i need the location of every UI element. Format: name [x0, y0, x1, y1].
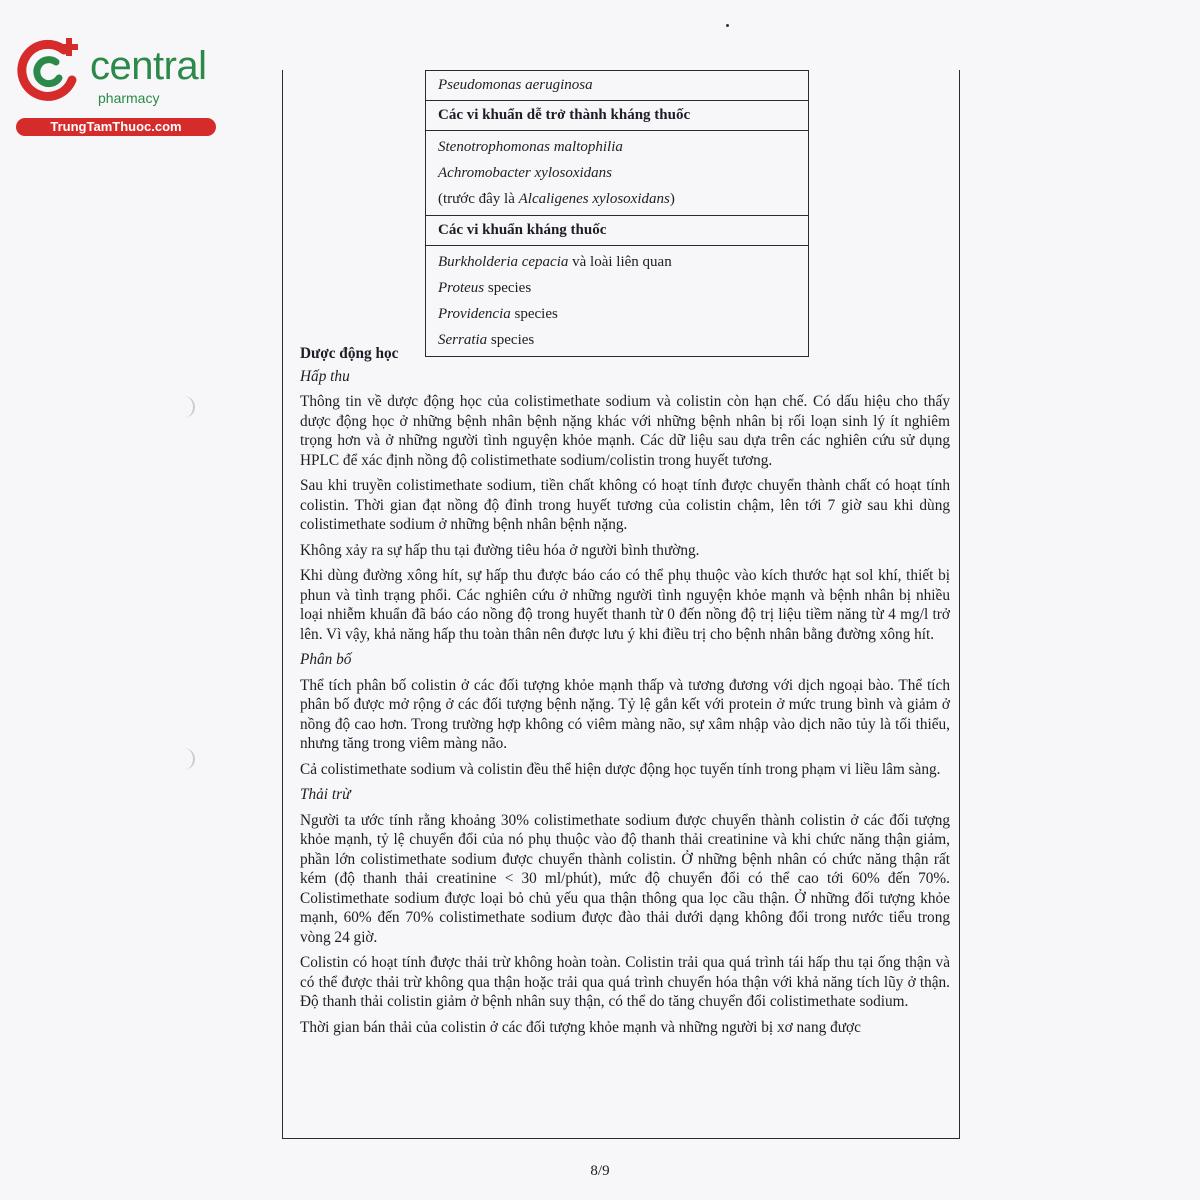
paragraph: Thông tin về dược động học của colistimethate sodium và colistin còn hạn chế. Có dấu hiệu cho thấy dược động học ở những bệnh nhân bệnh nặng khác với những bệnh nhân bị rối loạn sinh lý ít nghiêm trọng hơn và ở những người tình nguyện khỏe mạnh. Các dữ liệu sau dựa trên các nghiên cứu sử dụng HPLC để xác định nồng độ colistimethate sodium/colistin trong huyết tương. [300, 393, 950, 469]
paragraph: Thời gian bán thải của colistin ở các đối tượng khỏe mạnh và những người bị xơ nang được [300, 1018, 861, 1036]
section-title: Dược động học [300, 345, 399, 362]
pharmacokinetics-section [300, 344, 950, 1043]
bacteria-table [425, 70, 809, 357]
logo-subtitle: pharmacy [98, 90, 160, 106]
paragraph: Khi dùng đường xông hít, sự hấp thu được báo cáo có thể phụ thuộc vào kích thước hạt sol khí, thiết bị phun và tình trạng phổi. Các nghiên cứu ở những người tình nguyện khỏe mạnh và bệnh nhân bị nhiều loại nhiễm khuẩn đã báo cáo nồng độ trong huyết thanh từ 0 đến nồng độ trị liệu tiềm năng từ 4 mg/l trở lên. Vì vậy, khả năng hấp thu toàn thân nên được lưu ý khi điều trị cho bệnh nhân bằng đường xông hít. [300, 567, 950, 643]
paragraph: Người ta ước tính rằng khoảng 30% colistimethate sodium được chuyển thành colistin ở các đối tượng khỏe mạnh, tỷ lệ chuyển đổi của nó phụ thuộc vào độ thanh thải creatinine và khi chức năng thận giảm, phần lớn colistimethate sodium được chuyển thành colistin. Ở những bệnh nhân có chức năng thận rất kém (độ thanh thải creatinine < 30 ml/phút), mức độ chuyển đổi có thể cao tới 60% đến 70%. Colistimethate sodium được loại bỏ chủ yếu qua thận thông qua lọc cầu thận. Ở những đối tượng khỏe mạnh, 60% đến 70% colistimethate sodium được đào thải dưới dạng không đổi trong nước tiểu trong vòng 24 giờ. [300, 811, 950, 946]
paragraph: Thể tích phân bố colistin ở các đối tượng khỏe mạnh thấp và tương đương với dịch ngoại bào. Thể tích phân bố được mở rộng ở các đối tượng bệnh nặng. Tỷ lệ gắn kết với protein ở mức trung bình và giảm ở nồng độ cao hơn. Trong trường hợp không có viêm màng não, sự xâm nhập vào dịch não tủy là tối thiểu, nhưng tăng trong viêm màng não. [300, 676, 950, 752]
paragraph: Sau khi truyền colistimethate sodium, tiền chất không có hoạt tính được chuyển thành chất có hoạt tính colistin. Thời gian đạt nồng độ đỉnh trong huyết tương của colistin chậm, lên tới 7 giờ sau khi dùng colistimethate sodium ở những bệnh nhân bệnh nặng. [300, 477, 950, 533]
central-pharmacy-logo[interactable] [8, 36, 218, 136]
paragraph: Không xảy ra sự hấp thu tại đường tiêu hóa ở người bình thường. [300, 541, 700, 559]
table-row: Stenotrophomonas maltophilia Achromobacter xylosoxidans (trước đây là Alcaligenes xylosoxidans) [438, 139, 675, 207]
table-header-resistant: Các vi khuẩn kháng thuốc [426, 215, 808, 246]
scan-speck [726, 24, 729, 27]
paragraph: Colistin có hoạt tính được thải trừ không hoàn toàn. Colistin trải qua quá trình tái hấp thu tại ống thận và có thể được thải trừ không qua thận hoặc trải qua quá trình chuyển hóa thận với khả năng tích lũy ở thận. Độ thanh thải colistin giảm ở bệnh nhân suy thận, có thể do tăng chuyển đổi colistimethate sodium. [300, 954, 950, 1010]
paragraph: Cả colistimethate sodium và colistin đều thể hiện dược động học tuyến tính trong phạm vi liều lâm sàng. [300, 760, 941, 778]
punch-hole-bottom [181, 748, 195, 770]
table-row: Pseudomonas aeruginosa [438, 77, 593, 93]
logo-url-badge[interactable]: TrungTamThuoc.com [16, 118, 216, 136]
pharmacy-cross-logo-icon [12, 36, 82, 106]
logo-brand-name: central [90, 44, 207, 88]
distribution-heading: Phân bố [300, 651, 352, 668]
table-row: Burkholderia cepacia và loài liên quan Proteus species Providencia species Serratia species [438, 254, 672, 348]
table-header-susceptible-to-resistance: Các vi khuẩn dễ trở thành kháng thuốc [426, 100, 808, 131]
elimination-heading: Thải trừ [300, 786, 351, 803]
absorption-heading: Hấp thu [300, 367, 350, 385]
page-number: 8/9 [590, 1163, 610, 1179]
punch-hole-top [181, 396, 195, 418]
